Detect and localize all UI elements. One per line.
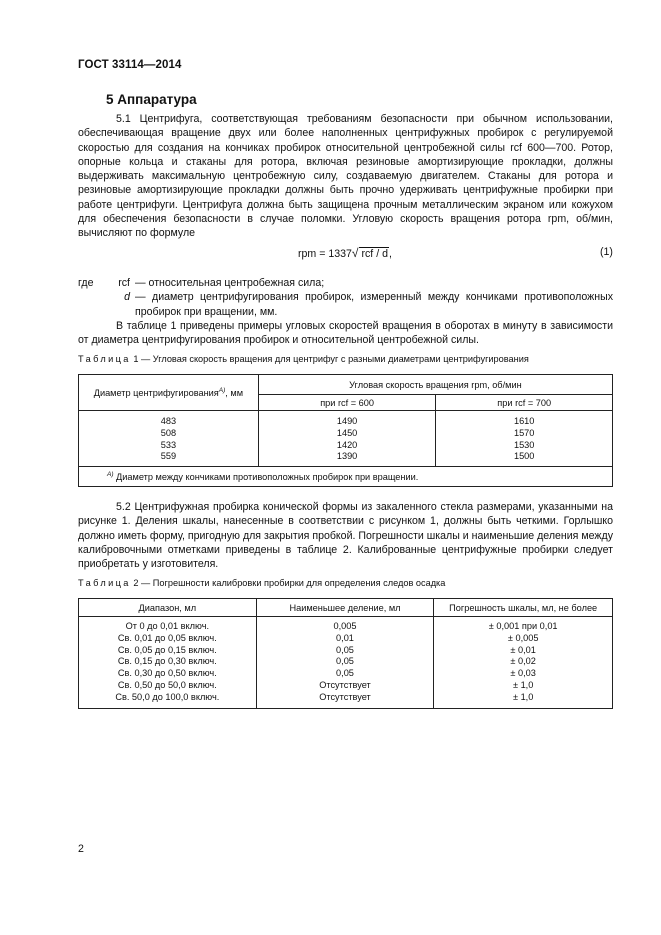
definition-row	[78, 276, 613, 290]
table1-footnote: $^{A)}$ Диаметр между кончиками противоположных пробирок при вращении.	[79, 467, 613, 487]
formula-number: (1)	[600, 246, 613, 258]
where-label: где	[78, 277, 94, 289]
table1-diameter-cell: 483 508 533 559	[79, 411, 259, 467]
table1-caption-label: Таблица	[78, 354, 131, 364]
table1-subheader-700: при rcf = 700	[436, 395, 613, 411]
definition-text: — относительная центробежная сила;	[135, 277, 325, 289]
table1-rcf600-cell: 1490 1450 1420 1390	[258, 411, 436, 467]
table2-header-range: Диапазон, мл	[79, 599, 257, 617]
formula-rpm	[298, 246, 392, 260]
table1-caption	[78, 354, 529, 364]
table1-col-diameter-header: Диаметр центрифугирования$^{A)}$, мм	[79, 375, 259, 411]
table2-range-cell: От 0 до 0,01 включ. Св. 0,01 до 0,05 включ. Св. 0,05 до 0,15 включ. Св. 0,15 до 0,30 включ. Св. 0,30 до 0,50 включ. Св. 0,50 до 50,0 включ. Св. 50,0 до 100,0 включ.	[79, 617, 257, 709]
formula-lhs: rpm = 1337	[298, 248, 352, 260]
formula-tail: ,	[388, 248, 392, 260]
paragraph-5-2	[78, 500, 613, 571]
table2-caption-label: Таблица	[78, 578, 131, 588]
definition-symbol: d	[124, 291, 130, 304]
paragraph-5-1	[78, 112, 613, 241]
table1	[78, 374, 613, 487]
table2-data-row	[79, 617, 613, 709]
table1-caption-text: 1 — Угловая скорость вращения для центрифуг с разными диаметрами центрифугирования	[130, 354, 529, 364]
table2-header-error: Погрешность шкалы, мл, не более	[434, 599, 613, 617]
sqrt-icon: √	[351, 246, 359, 260]
standard-header: ГОСТ 33114—2014	[78, 59, 182, 71]
definition-symbol: rcf	[118, 277, 130, 289]
table2-division-cell: 0,005 0,01 0,05 0,05 0,05 Отсутствует Отсутствует	[256, 617, 434, 709]
table2-header-division: Наименьшее деление, мл	[256, 599, 434, 617]
table2-error-cell: ± 0,001 при 0,01 ± 0,005 ± 0,01 ± 0,02 ± 0,03 ± 1,0 ± 1,0	[434, 617, 613, 709]
paragraph-5-1-text: 5.1 Центрифуга, соответствующая требованиям безопасности при обычном использовании, обеспечивающая вращение двух или более наполненных центрифужных пробирок с регулируемой скоростью для создания на кончиках пробирок относительной центробежной силы rcf 600—700. Ротор, опорные кольца и стаканы для ротора, включая резиновые амортизирующие прокладки, должны выдерживать максимальную центробежную силу, создаваемую двигателем. Стаканы для ротора и резиновые амортизирующие прокладки должны быть прочно удерживать центрифужные пробирки при работе центрифуги. Центрифуга должна быть защищена прочным металлическим экраном или кожухом для обеспечения безопасности в случае поломки. Угловую скорость вращения ротора rpm, об/мин, вычисляют по формуле	[78, 113, 613, 240]
table2-caption-text: 2 — Погрешности калибровки пробирки для определения следов осадка	[130, 578, 446, 588]
table1-rcf700-cell: 1610 1570 1530 1500	[436, 411, 613, 467]
definition-row	[78, 290, 613, 319]
paragraph-table-ref	[78, 319, 613, 348]
table1-subheader-600: при rcf = 600	[258, 395, 436, 411]
page-number: 2	[78, 843, 84, 855]
formula-radicand: rcf / d	[361, 248, 388, 260]
table1-group-header: Угловая скорость вращения rpm, об/мин	[258, 375, 612, 395]
paragraph-table-ref-text: В таблице 1 приведены примеры угловых скоростей вращения в оборотах в минуту в зависимости от диаметра центрифугирования пробирок и относительной центробежной силы.	[78, 320, 613, 347]
paragraph-5-2-text: 5.2 Центрифужная пробирка конической формы из закаленного стекла размерами, указанными на рисунке 1. Деления шкалы, нанесенные в соответствии с рисунком 1, должны быть четкими. Горлышко должно иметь форму, пригодную для закрытия пробкой. Погрешности шкалы и наименьшие деления между калибровочными отметками приведены в таблице 2. Калиброванные центрифужные пробирки следует приобретать у изготовителя.	[78, 501, 613, 571]
formula-definitions	[78, 276, 613, 319]
table1-data-row	[79, 411, 613, 467]
definition-text: — диаметр центрифугирования пробирок, измеренный между кончиками противоположных пробирок при вращении, мм.	[135, 291, 613, 318]
section-title: 5 Аппаратура	[106, 92, 197, 107]
table2-caption	[78, 578, 445, 588]
table2	[78, 598, 613, 709]
